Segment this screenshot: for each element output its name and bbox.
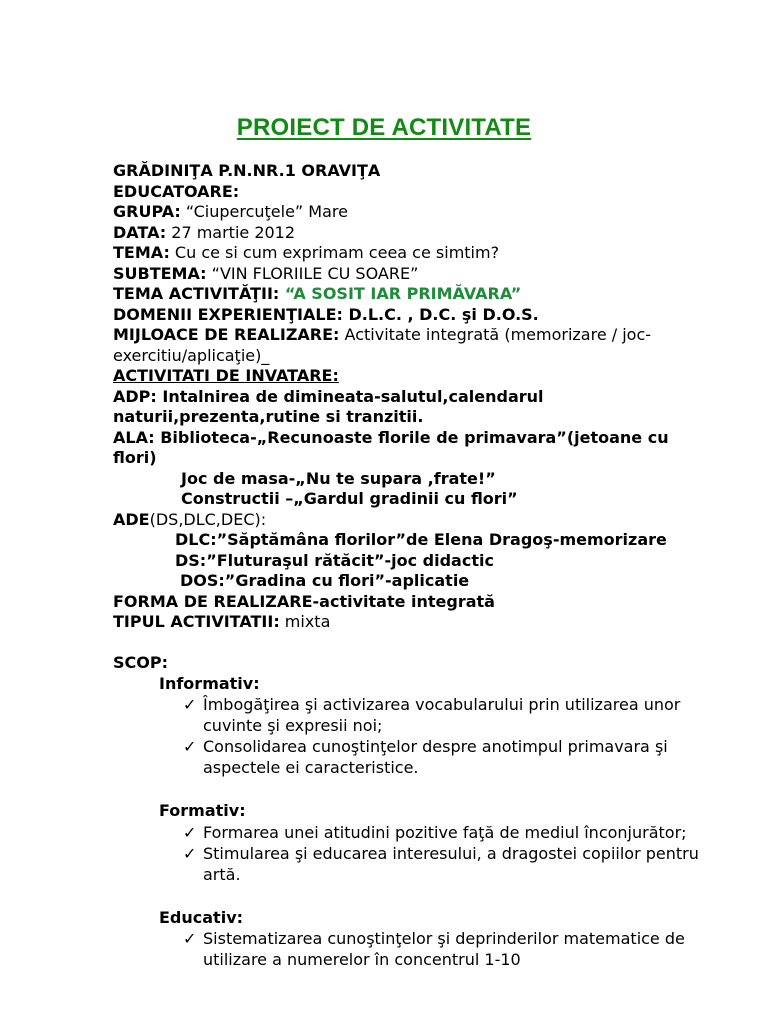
list-item: ✓ Stimularea şi educarea interesului, a dragostei copiilor pentru artă. [183,843,699,884]
checkmark-icon: ✓ [183,822,197,842]
ade-line: ADE(DS,DLC,DEC): [113,509,267,529]
educatoare-line: EDUCATOARE: [113,181,240,201]
ala-line: ALA: Biblioteca-„Recunoaste florile de primavara”(jetoane cu [113,427,669,447]
checkmark-icon: ✓ [183,737,197,756]
checkmark-icon: ✓ [183,929,197,948]
subtema-line: SUBTEMA: “VIN FLORIILE CU SOARE” [113,263,419,283]
document-body [113,161,753,970]
formativ-heading: Formativ: [159,801,246,820]
ds-line: DS:”Fluturaşul rătăcit”-joc didactic [175,550,494,570]
informativ-list [183,694,753,778]
ala-joc-line: Joc de masa-„Nu te supara ,frate!” [181,468,496,488]
checkmark-icon: ✓ [183,695,197,714]
list-item: ✓ Formarea unei atitudini pozitive faţă de mediul înconjurător; [183,822,687,842]
adp-line: ADP: Intalnirea de dimineata-salutul,calendarul [113,386,544,406]
checkmark-icon: ✓ [183,843,197,863]
gradinita-line: GRĂDINIŢA P.N.NR.1 ORAVIŢA [113,161,381,180]
tema-activitatii-line: TEMA ACTIVITĂŢII: “A SOSIT IAR PRIMĂVARA” [113,284,522,303]
formativ-list [183,822,753,885]
dos-line: DOS:”Gradina cu flori”-aplicatie [180,571,470,590]
educativ-list [183,928,753,970]
grupa-line: GRUPA: “Ciupercuţele” Mare [113,202,348,221]
educativ-heading: Educativ: [159,907,244,927]
tema-line: TEMA: Cu ce si cum exprimam ceea ce simtim? [113,243,500,262]
ala-line-cont: flori) [113,448,157,467]
dlc-line: DLC:”Săptămâna florilor”de Elena Dragoş-memorizare [175,530,667,549]
ala-constructii-line: Constructii –„Gardul gradinii cu flori” [181,489,518,508]
list-item: ✓ Consolidarea cunoştinţelor despre anotimpul primavara şi aspectele ei caracteristice. [183,737,668,777]
list-item: ✓ Sistematizarea cunoştinţelor şi deprinderilor matematice de utilizare a numerelor în concentrul 1-10 [183,929,685,969]
forma-line: FORMA DE REALIZARE-activitate integrată [113,591,495,611]
mijloace-line-cont: exercitiu/aplicaţie)_ [113,345,270,365]
list-item: ✓ Îmbogăţirea şi activizarea vocabularului prin utilizarea unor cuvinte şi expresii noi; [183,695,681,735]
informativ-heading: Informativ: [159,673,260,693]
adp-line-cont: naturii,prezenta,rutine si tranzitii. [113,407,424,426]
domenii-line: DOMENII EXPERIENŢIALE: D.L.C. , D.C. şi D.O.S. [113,304,539,324]
mijloace-line: MIJLOACE DE REALIZARE: Activitate integrată (memorizare / joc- [113,325,652,344]
tipul-line: TIPUL ACTIVITATII: mixta [113,612,331,631]
activitati-heading: ACTIVITATI DE INVATARE: [113,366,339,385]
scop-heading: SCOP: [113,653,168,672]
page-title: PROIECT DE ACTIVITATE [236,114,532,141]
data-line: DATA: 27 martie 2012 [113,222,296,242]
